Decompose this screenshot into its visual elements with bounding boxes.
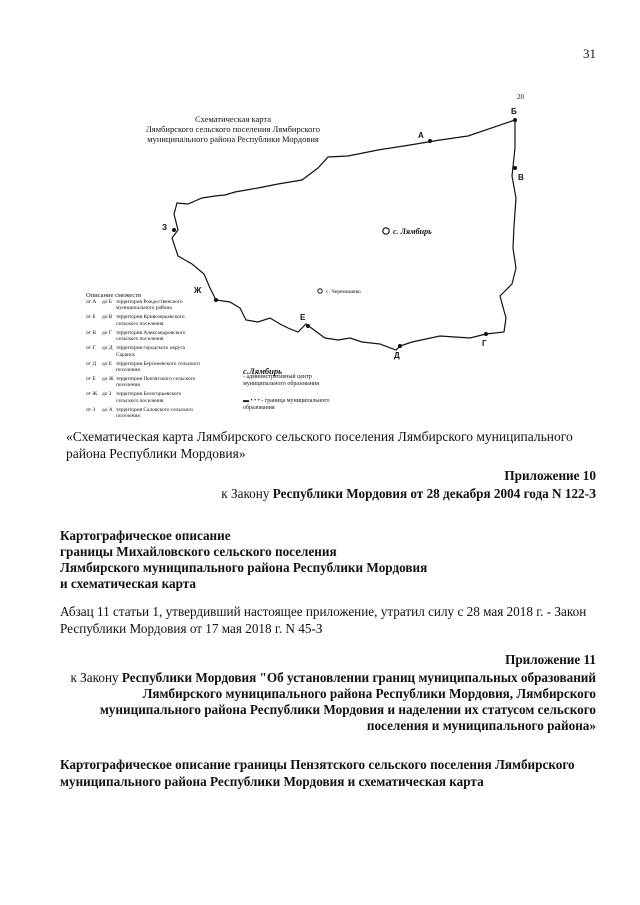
settlement-lyambir-label: с. Лямбирь: [393, 227, 432, 236]
point-b-marker: [513, 118, 517, 122]
point-label-zh: Ж: [194, 286, 202, 295]
boundary-legend-description: ▬ • • • - граница муниципального образования: [243, 398, 330, 411]
appendix-10-title: Приложение 10: [504, 468, 596, 483]
law-ref-prefix: к Закону: [70, 670, 122, 685]
point-label-a: А: [418, 131, 424, 140]
appendix-11-law-reference: [56, 670, 596, 734]
map-title-line: муниципального района Республики Мордовия: [147, 134, 319, 144]
point-label-z: З: [162, 223, 168, 232]
point-label-d: Д: [394, 351, 400, 360]
legend-row: от Ж до З территория Белогорьевского сельского поселения: [86, 391, 182, 404]
legend-row: от Г до Д территория городского округа Саранск: [86, 345, 185, 358]
legend-row: от А до Б территория Рождественского муниципального района: [86, 299, 183, 312]
schematic-map: [60, 88, 600, 420]
point-z-marker: [172, 228, 176, 232]
center-legend-description: - административный центр муниципального образования: [243, 374, 319, 387]
appendix-10-law-reference: [221, 486, 596, 502]
legend-title: Описание смежеств: [86, 292, 142, 299]
repeal-note: Абзац 11 статьи 1, утвердивший настоящее приложение, утратил силу с 28 мая 2018 г. - Закон Республики Мордовия от 17 мая 2018 г. N 45-З: [60, 604, 587, 636]
law-ref-link[interactable]: Республики Мордовия "Об установлении границ муниципальных образований Лямбирского муниципального района Республики Мордовия, Лямбирского муниципального района Республики Мордовия и наделении их статусом сельского поселения и муниципального района»: [99, 670, 596, 733]
legend-row: от Б до В территория Кривозерьевского сельского поселения: [86, 314, 185, 327]
point-d-marker: [398, 344, 402, 348]
legend-row: от В до Г территория Александровского сельского поселения: [86, 329, 186, 343]
law-ref-prefix: к Закону: [221, 486, 273, 501]
map-title: [138, 114, 328, 144]
section-10-heading: Картографическое описание границы Михайловского сельского поселения Лямбирского муниципального района Республики Мордовия и схематическая карта: [60, 528, 428, 591]
map-title-line: Схематическая карта: [195, 114, 271, 124]
point-label-e: Е: [300, 313, 306, 322]
boundary-line: [172, 120, 516, 350]
page-number: 31: [583, 46, 596, 61]
point-v-marker: [513, 166, 517, 170]
point-g-marker: [484, 332, 488, 336]
section-11-heading: Картографическое описание границы Пензятского сельского поселения Лямбирского муниципального района Республики Мордовия и схематическая карта: [60, 757, 575, 789]
point-e-marker: [306, 324, 310, 328]
law-ref-link[interactable]: Республики Мордовия от 28 декабря 2004 года N 122-З: [272, 486, 596, 501]
map-corner-number: 20: [517, 93, 524, 101]
settlement-cheremishevo-marker: [318, 289, 322, 293]
point-label-g: Г: [482, 339, 487, 348]
settlement-cheremishevo-label: с. Черемишево: [326, 289, 361, 295]
adjacency-legend: [86, 299, 202, 422]
map-caption: «Схематическая карта Лямбирского сельского поселения Лямбирского муниципального района Республики Мордовия»: [66, 429, 573, 461]
point-zh-marker: [214, 298, 218, 302]
map-title-line: Лямбирского сельского поселения Лямбирского: [146, 124, 320, 134]
point-label-v: В: [518, 173, 524, 182]
appendix-11-title: Приложение 11: [505, 652, 596, 667]
legend-row: от Е до Ж территория Пензятского сельского поселения: [86, 376, 196, 389]
legend-row: от З до А территория Саловского сельского поселения: [86, 406, 194, 420]
settlement-lyambir-marker: [383, 228, 389, 234]
point-markers: [172, 118, 517, 348]
center-legend-name: с.Лямбирь: [243, 366, 283, 376]
point-a-marker: [428, 139, 432, 143]
point-label-b: Б: [511, 107, 517, 116]
legend-row: от Д до Е территория Берсеневского сельского поселения: [86, 360, 200, 374]
